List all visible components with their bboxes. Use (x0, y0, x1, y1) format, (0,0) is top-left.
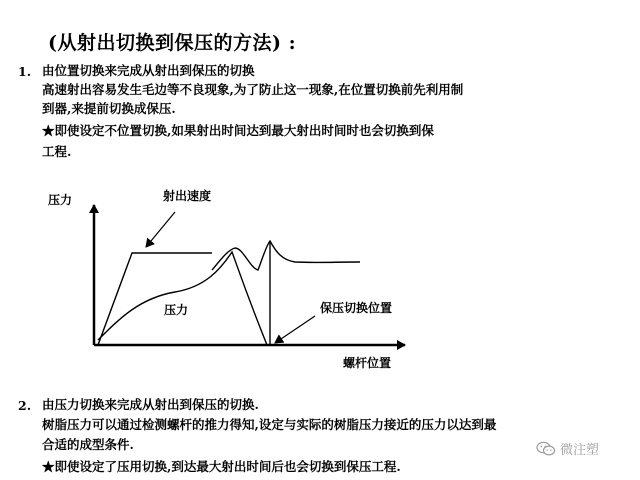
section-1-line-1: 由位置切换来完成从射出到保压的切换 (42, 63, 255, 78)
injection-speed-curve (98, 253, 212, 345)
section-1-line-3: 到器,来提前切换成保压. (42, 101, 176, 116)
wechat-icon (536, 441, 556, 457)
section-2-line-2: 树脂压力可以通过检测螺杆的推力得知,设定与实际的树脂压力接近的压力以达到最 (42, 417, 497, 432)
pressure-curve (98, 252, 267, 345)
section-1-line-2: 高速射出容易发生毛边等不良现象,为了防止这一现象,在位置切换前先利用制 (42, 82, 464, 97)
speed-label: 射出速度 (163, 189, 212, 203)
section-2-line-4: ★即使设定了压用切换,到达最大射出时间后也会切换到保压工程. (42, 459, 401, 474)
section-1-line-4: ★即使设定不位置切换,如果射出时间达到最大射出时间时也会切换到保 (42, 123, 434, 138)
watermark (536, 439, 599, 458)
section-2-number: 2. (18, 398, 32, 413)
section-1-line-5: 工程. (42, 144, 72, 159)
section-1-number: 1. (18, 64, 32, 79)
y-axis-label: 压力 (48, 193, 73, 207)
pressure-label: 压力 (164, 303, 189, 317)
section-2-line-1: 由压力切换来完成从射出到保压的切换. (42, 397, 259, 412)
watermark-text: 微注塑 (560, 443, 600, 458)
switch-position-label: 保压切换位置 (320, 301, 393, 315)
x-axis-label: 螺杆位置 (343, 356, 392, 370)
switch-leader-arrow (275, 316, 315, 343)
speed-leader-arrow (146, 212, 175, 247)
page-title: (从射出切换到保压的方法) : (48, 32, 297, 54)
section-2-line-3: 合适的成型条件. (42, 437, 134, 452)
holding-pressure-curve (212, 241, 360, 270)
